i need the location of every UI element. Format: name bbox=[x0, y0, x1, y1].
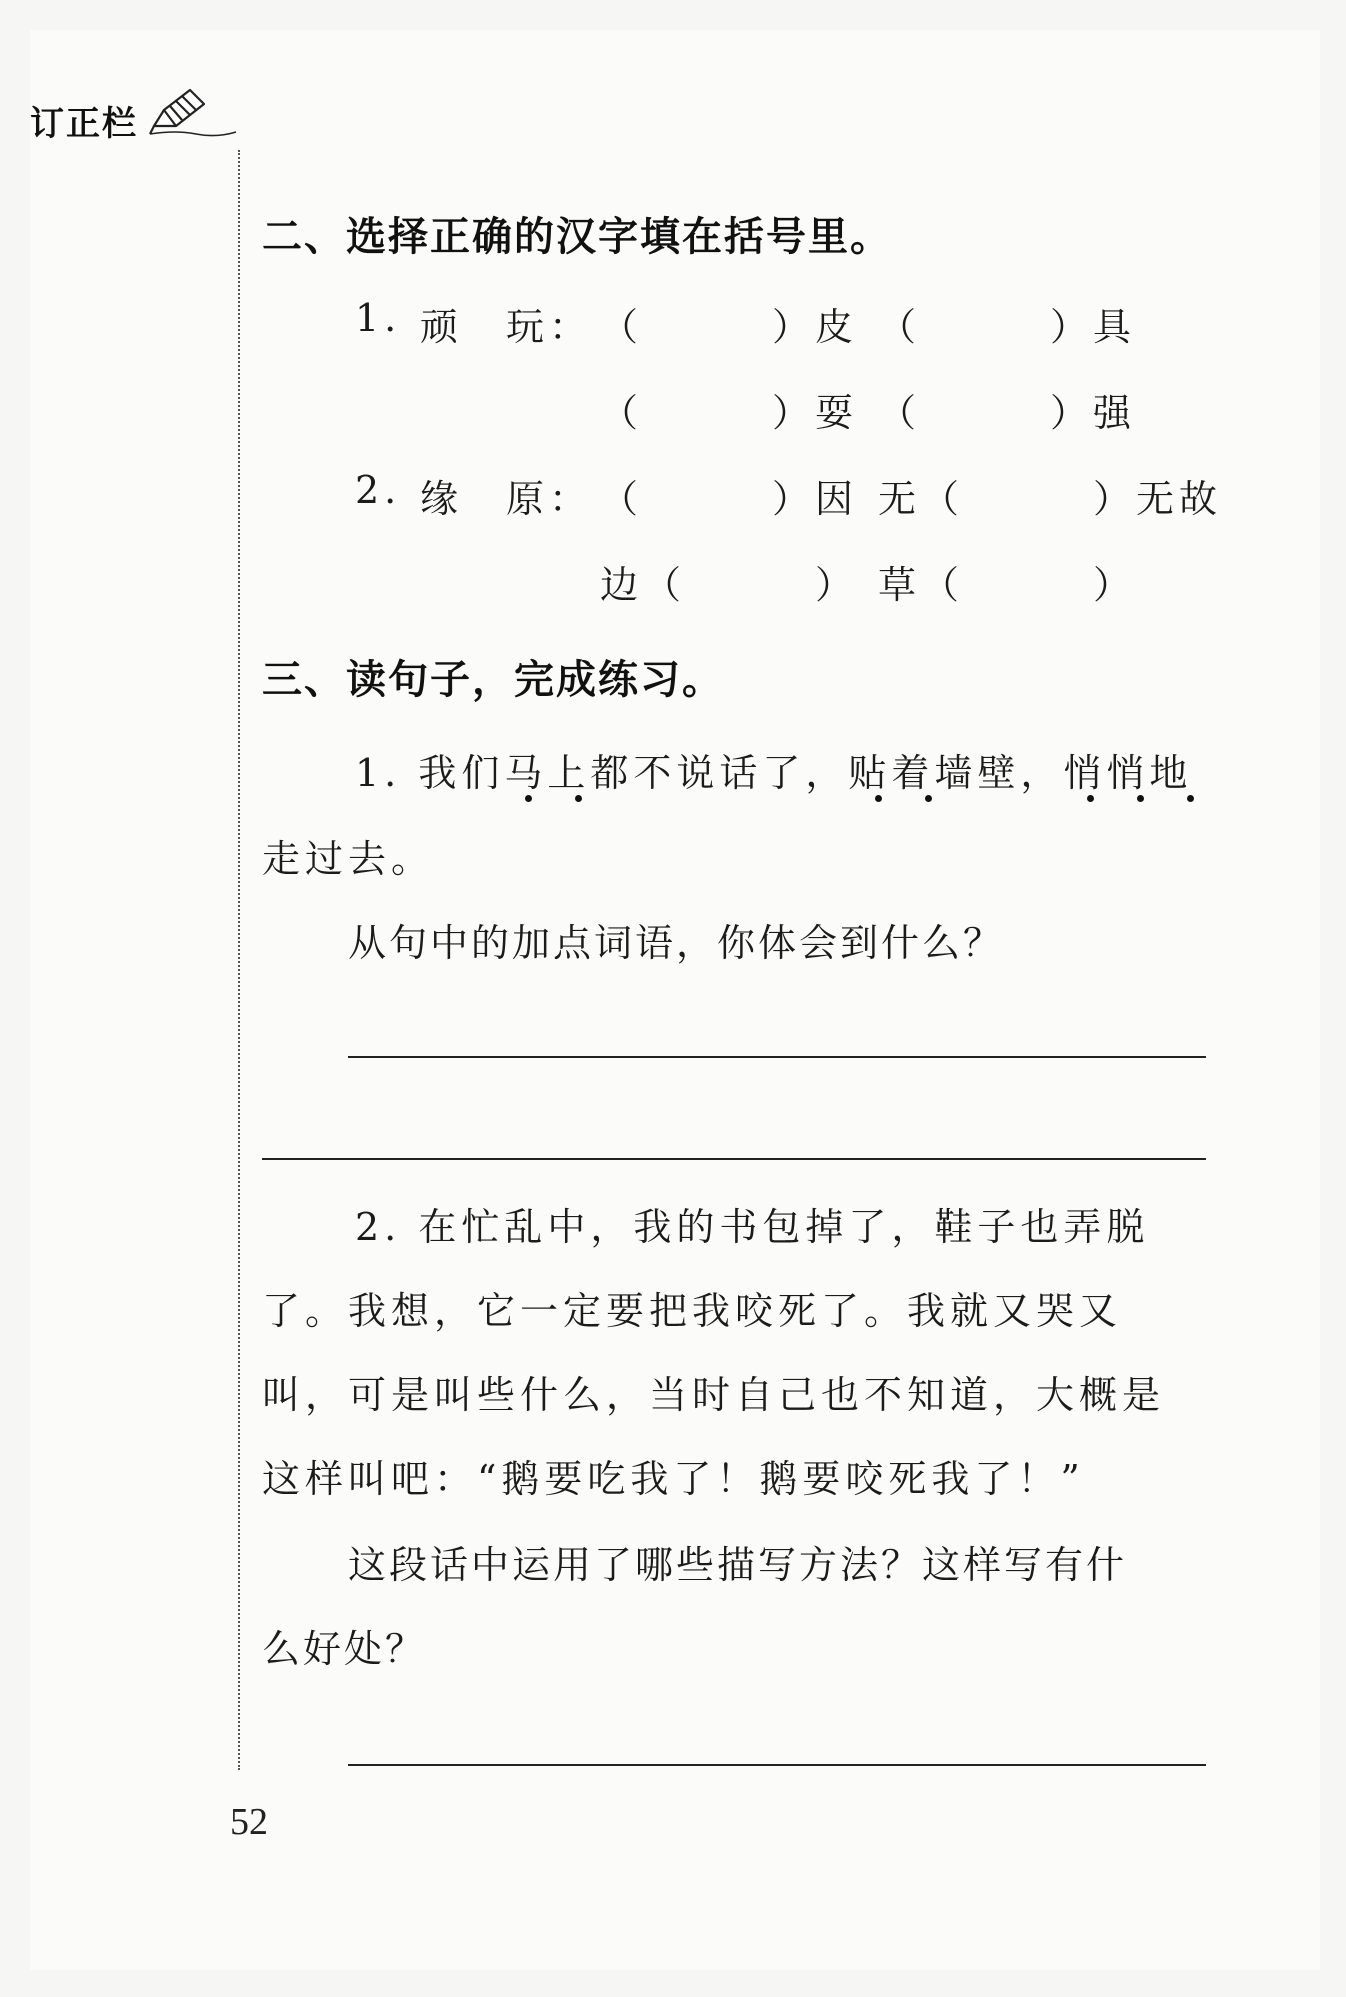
answer-line-1[interactable] bbox=[348, 1056, 1206, 1058]
q2-blank-yin[interactable]: （ ）因 bbox=[600, 477, 859, 521]
passage-2-line-1: 2. 在忙乱中，我的书包掉了，鞋子也弄脱 bbox=[355, 1205, 1150, 1249]
passage-2-line-3: 叫，可是叫些什么，当时自己也不知道，大概是 bbox=[262, 1373, 1166, 1417]
margin-divider bbox=[238, 150, 240, 1770]
question-2-line-2: 么好处？ bbox=[262, 1627, 427, 1671]
passage-2-line-2: 了。我想，它一定要把我咬死了。我就又哭又 bbox=[262, 1289, 1123, 1333]
section-3-heading: 三、读句子，完成练习。 bbox=[262, 657, 724, 703]
answer-line-3[interactable] bbox=[348, 1764, 1206, 1766]
emphasis-dot bbox=[1137, 795, 1144, 802]
section-2-heading: 二、选择正确的汉字填在括号里。 bbox=[262, 214, 892, 260]
emphasis-dot bbox=[1087, 795, 1094, 802]
passage-1-line-2: 走过去。 bbox=[262, 837, 435, 881]
emphasis-dot bbox=[525, 795, 532, 802]
emphasis-dot bbox=[1187, 795, 1194, 802]
q1-blank-ju[interactable]: （ ）具 bbox=[878, 305, 1137, 349]
pencil-icon bbox=[146, 82, 238, 138]
correction-column-label: 订正栏 bbox=[30, 104, 138, 144]
q1-number: 1. bbox=[355, 296, 402, 340]
q2-blank-bian[interactable]: 边（ ） bbox=[600, 563, 859, 607]
passage-2-line-4: 这样叫吧：“鹅要吃我了！鹅要咬死我了！” bbox=[262, 1457, 1085, 1501]
q2-blank-cao[interactable]: 草（ ） bbox=[878, 563, 1137, 607]
q1-blank-pi[interactable]: （ ）皮 bbox=[600, 305, 859, 349]
passage-1-line-1: 1. 我们马上都不说话了，贴着墙壁，悄悄地 bbox=[355, 751, 1193, 795]
page-number: 52 bbox=[230, 1801, 268, 1843]
q1-blank-qiang[interactable]: （ ）强 bbox=[878, 391, 1137, 435]
question-2-line-1: 这段话中运用了哪些描写方法？这样写有什 bbox=[348, 1543, 1128, 1587]
q1-blank-shua[interactable]: （ ）耍 bbox=[600, 391, 859, 435]
q2-chars: 缘 原： bbox=[420, 477, 593, 521]
question-1: 从句中的加点词语，你体会到什么？ bbox=[348, 921, 1005, 965]
q2-number: 2. bbox=[355, 468, 402, 512]
answer-line-2[interactable] bbox=[262, 1158, 1206, 1160]
emphasis-dot bbox=[925, 795, 932, 802]
q1-chars: 顽 玩： bbox=[420, 305, 593, 349]
q2-blank-wugu[interactable]: 无（ ）无故 bbox=[878, 477, 1223, 521]
emphasis-dot bbox=[575, 795, 582, 802]
emphasis-dot bbox=[875, 795, 882, 802]
